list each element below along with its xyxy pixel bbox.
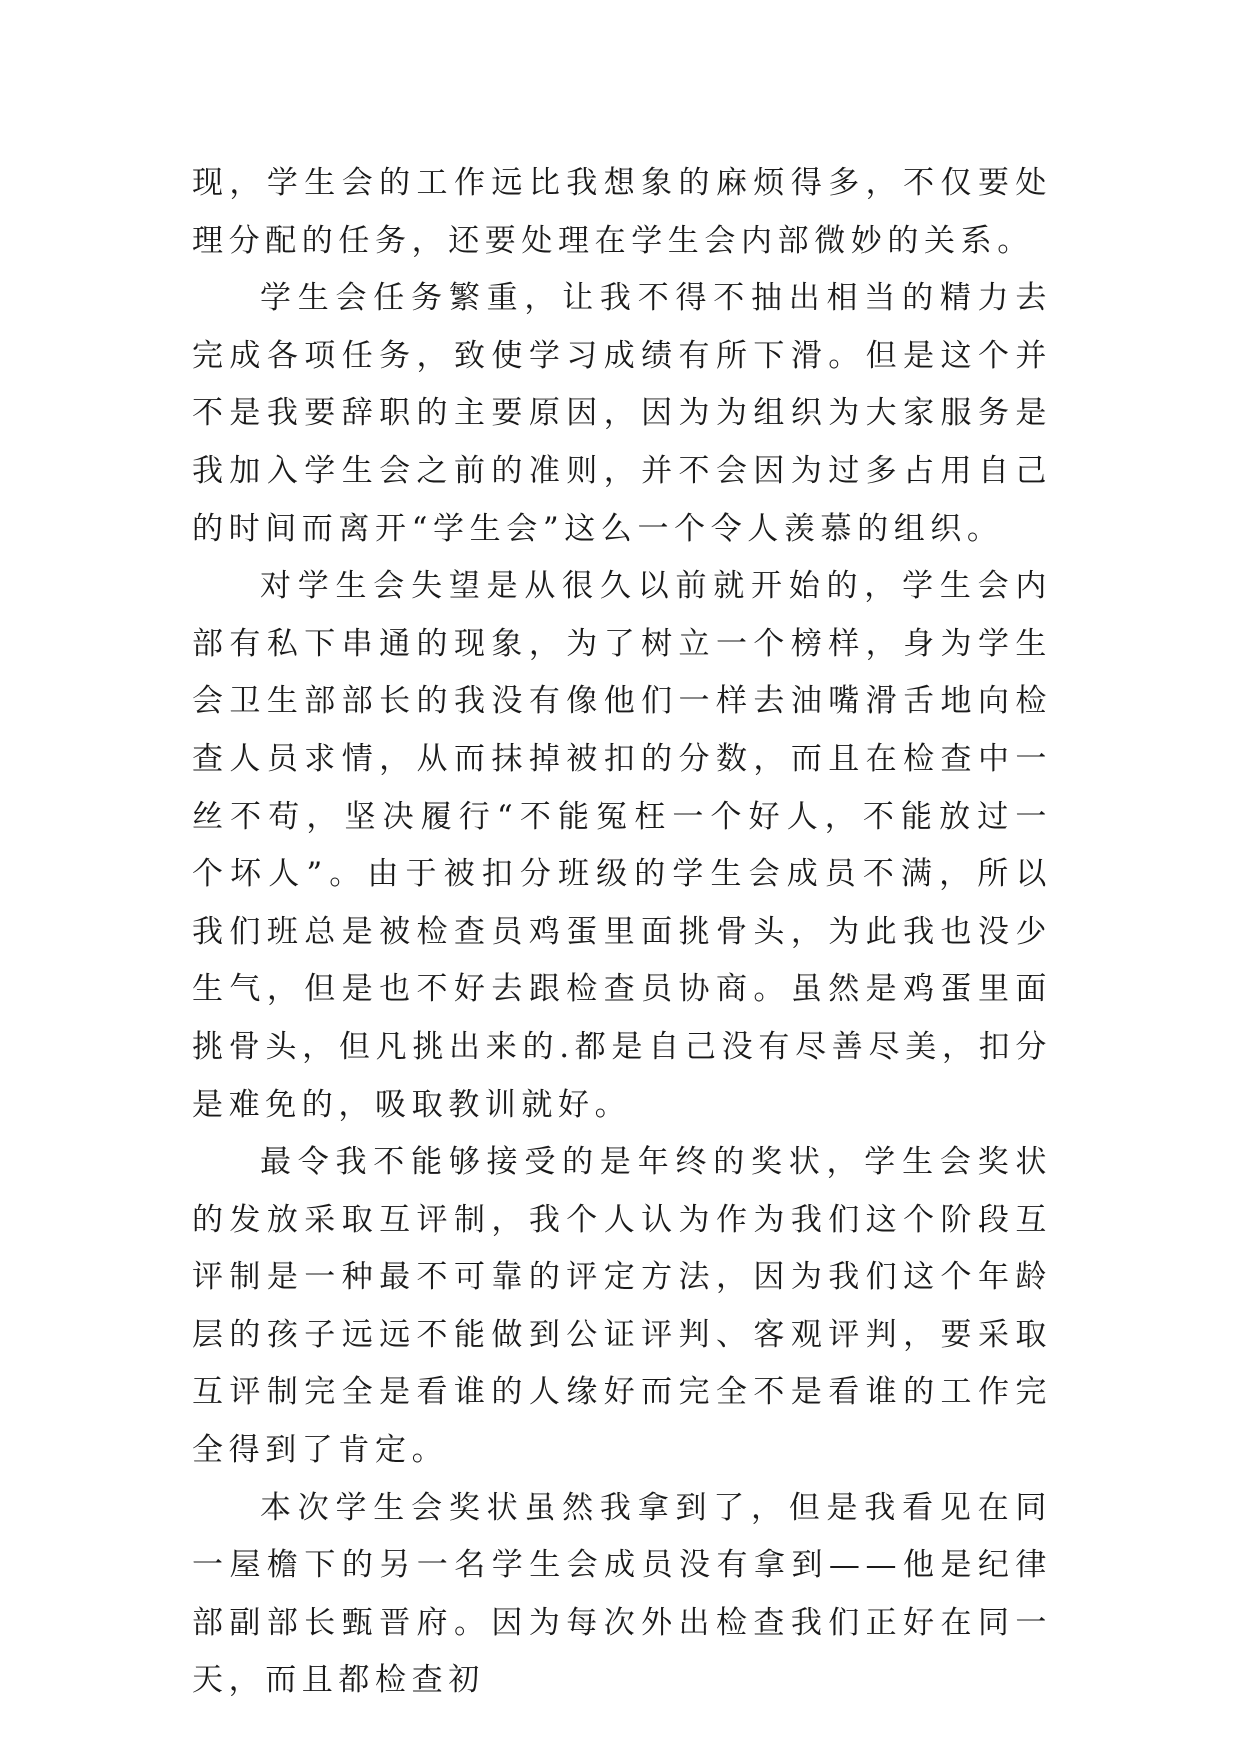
paragraph-continuation: 现，学生会的工作远比我想象的麻烦得多，不仅要处理分配的任务，还要处理在学生会内部微妙的关系。	[192, 165, 1052, 259]
paragraph-award-result: 本次学生会奖状虽然我拿到了，但是我看见在同一屋檐下的另一名学生会成员没有拿到——他是纪律部副部长甄晋府。因为每次外出检查我们正好在同一天，而且都检查初	[192, 1489, 1052, 1699]
paragraph-award-evaluation: 最令我不能够接受的是年终的奖状，学生会奖状的发放采取互评制，我个人认为作为我们这个阶段互评制是一种最不可靠的评定方法，因为我们这个年龄层的孩子远远不能做到公证评判、客观评判，要采取互评制完全是看谁的人缘好而完全不是看谁的工作完全得到了肯定。	[192, 1144, 1052, 1469]
paragraph-workload: 学生会任务繁重，让我不得不抽出相当的精力去完成各项任务，致使学习成绩有所下滑。但是这个并不是我要辞职的主要原因，因为为组织为大家服务是我加入学生会之前的准则，并不会因为过多占用自己的时间而离开“学生会”这么一个令人羡慕的组织。	[192, 280, 1052, 547]
document-body	[192, 155, 1052, 1710]
paragraph-disappointment: 对学生会失望是从很久以前就开始的，学生会内部有私下串通的现象，为了树立一个榜样，身为学生会卫生部部长的我没有像他们一样去油嘴滑舌地向检查人员求情，从而抹掉被扣的分数，而且在检查中一丝不苟，坚决履行“不能冤枉一个好人，不能放过一个坏人”。由于被扣分班级的学生会成员不满，所以我们班总是被检查员鸡蛋里面挑骨头，为此我也没少生气，但是也不好去跟检查员协商。虽然是鸡蛋里面挑骨头，但凡挑出来的.都是自己没有尽善尽美，扣分是难免的，吸取教训就好。	[192, 568, 1052, 1123]
